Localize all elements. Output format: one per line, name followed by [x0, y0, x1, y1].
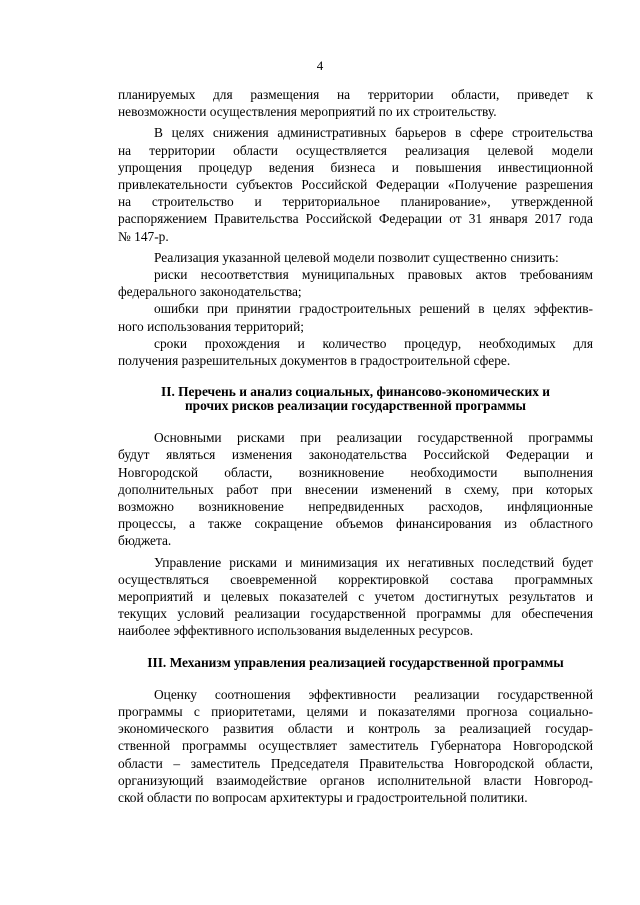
- paragraph-model-effect: [118, 249, 593, 266]
- text-line: на строительство и территориальное планирование», утвержденной: [118, 194, 593, 210]
- list-item-errors: [118, 300, 593, 334]
- text-line: программы с приоритетами, целями и показателями прогноза социально-: [118, 703, 593, 719]
- paragraph-risk-management: [118, 554, 593, 640]
- text-line: бюджета.: [118, 533, 172, 549]
- text-line: текущих условий реализации государственной программы для обеспечения: [118, 606, 593, 622]
- text-line: ного использования территорий;: [118, 318, 304, 334]
- paragraph-main-risks: [118, 429, 593, 549]
- text-line: Новгородской области, возникновение необходимости выполнения: [118, 464, 593, 480]
- text-line: мероприятий и целевых показателей с учетом достигнутых результатов и: [118, 589, 593, 605]
- text-line: упрощения процедур ведения бизнеса и повышения инвестиционной: [118, 159, 593, 175]
- text-line: планируемых для размещения на территории области, приведет к: [118, 87, 593, 102]
- text-line: Оценку соотношения эффективности реализации государственной: [154, 686, 593, 702]
- text-line: будут являться изменения законодательства Российской Федерации и: [118, 447, 593, 463]
- text-line: получения разрешительных документов в градостроительной сфере.: [118, 353, 511, 369]
- section-heading-mechanism: [118, 656, 593, 670]
- text-line: Основными рисками при реализации государственной программы: [154, 430, 593, 446]
- text-line: В целях снижения административных барьеров в сфере строительства: [154, 125, 593, 141]
- paragraph-mechanism: [118, 686, 593, 806]
- paragraph-continuation: [118, 86, 593, 120]
- text-line: наиболее эффективного использования выделенных ресурсов.: [118, 623, 474, 639]
- text-line: экономического развития области и контроль за реализацией государ-: [118, 721, 593, 737]
- text-line: распоряжением Правительства Российской Федерации от 31 января 2017 года: [118, 211, 593, 227]
- text-line: процессы, а также сокращение объемов финансирования из областного: [118, 516, 593, 532]
- text-line: Реализация указанной целевой модели позволит существенно снизить:: [154, 249, 559, 265]
- text-line: на территории области осуществляется реализация целевой модели: [118, 142, 593, 158]
- text-line: ошибки при принятии градостроительных решений в целях эффектив-: [154, 301, 593, 317]
- document-body: [118, 86, 593, 806]
- text-line: дополнительных работ при внесении изменений в схему, при которых: [118, 481, 593, 497]
- text-line: № 147-р.: [118, 228, 169, 244]
- text-line: организующий взаимодействие органов исполнительной власти Новгород-: [118, 772, 593, 788]
- text-line: привлекательности субъектов Российской Федерации «Получение разрешения: [118, 177, 593, 193]
- heading-line: II. Перечень и анализ социальных, финансово-экономических и: [161, 384, 550, 400]
- page-number: 4: [316, 58, 324, 73]
- text-line: возможно возникновение непредвиденных расходов, инфляционные: [118, 499, 593, 515]
- list-item-risks: [118, 266, 593, 300]
- text-line: невозможности осуществления мероприятий по их строительству.: [118, 104, 497, 120]
- paragraph-admin-barriers: [118, 124, 593, 244]
- text-line: осуществляться своевременной корректировкой состава программных: [118, 571, 593, 587]
- text-line: области – заместитель Председателя Правительства Новгородской области,: [118, 755, 593, 771]
- heading-line: прочих рисков реализации государственной программы: [184, 398, 527, 414]
- heading-line: III. Механизм управления реализацией государственной программы: [147, 654, 564, 670]
- text-line: Управление рисками и минимизация их негативных последствий будет: [154, 554, 593, 570]
- text-line: риски несоответствия муниципальных правовых актов требованиям: [154, 267, 593, 283]
- list-item-deadlines: [118, 335, 593, 369]
- text-line: ской области по вопросам архитектуры и градостроительной политики.: [118, 789, 528, 805]
- text-line: федерального законодательства;: [118, 284, 302, 300]
- section-heading-risks: [118, 385, 593, 413]
- text-line: ственной программы осуществляет заместитель Губернатора Новгородской: [118, 738, 593, 754]
- text-line: сроки прохождения и количество процедур, необходимых для: [154, 335, 593, 351]
